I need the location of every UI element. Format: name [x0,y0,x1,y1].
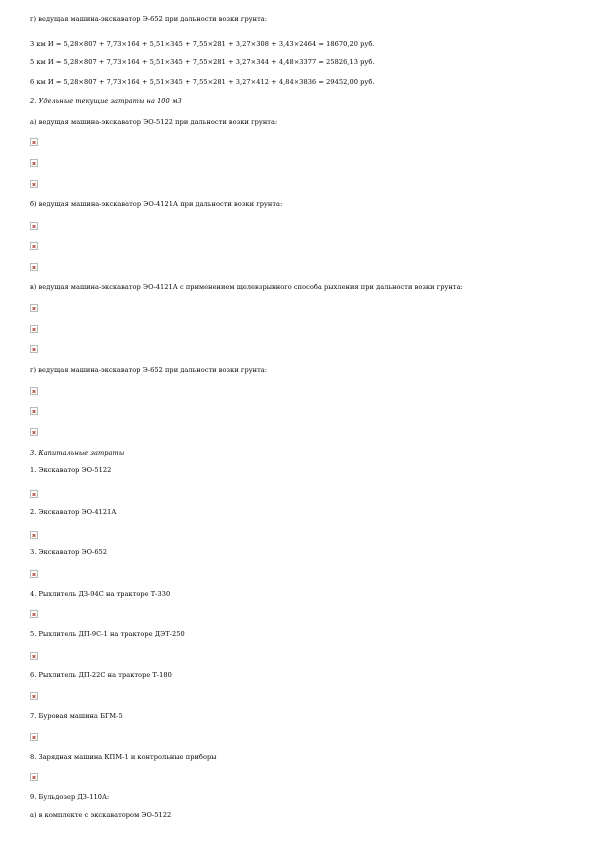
broken-image-icon [30,773,38,781]
broken-image-icon [30,159,38,167]
broken-image-icon [30,242,38,250]
broken-image-icon [30,407,38,415]
broken-image-icon [30,325,38,333]
section-heading: 3. Капитальные затраты [30,449,125,457]
list-item: 2. Экскаватор ЭО-4121А [30,508,117,516]
text-line: г) ведущая машина-экскаватор Э-652 при дальности возки грунта: [30,15,268,23]
text-line: б) ведущая машина-экскаватор ЭО-4121А при дальности возки грунта: [30,200,283,208]
broken-image-icon [30,652,38,660]
broken-image-icon [30,304,38,312]
broken-image-icon [30,387,38,395]
list-item: 6. Рыхлитель ДП-22С на тракторе Т-180 [30,671,172,679]
text-line: а) ведущая машина-экскаватор ЭО-5122 при дальности возки грунта: [30,118,278,126]
broken-image-icon [30,610,38,618]
list-item: 9. Бульдозер ДЗ-110А: [30,793,110,801]
broken-image-icon [30,263,38,271]
broken-image-icon [30,570,38,578]
broken-image-icon [30,138,38,146]
list-item: 1. Экскаватор ЭО-5122 [30,466,112,474]
section-heading: 2. Удельные текущие затраты на 100 м3 [30,97,182,105]
broken-image-icon [30,345,38,353]
list-item: 5. Рыхлитель ДП-9С-1 на тракторе ДЭТ-250 [30,630,185,638]
broken-image-icon [30,531,38,539]
list-item: 4. Рыхлитель ДЗ-94С на тракторе Т-330 [30,590,171,598]
formula-line: 6 км И = 5,28×807 + 7,73×164 + 5,51×345 + 7,55×281 + 3,27×412 + 4,84×3836 = 29452,00 руб. [30,78,375,86]
broken-image-icon [30,733,38,741]
text-line: в) ведущая машина-экскаватор ЭО-4121А с применением щелевзрывного способа рыхления при дальности возки грунта: [30,283,463,291]
broken-image-icon [30,490,38,498]
broken-image-icon [30,428,38,436]
broken-image-icon [30,692,38,700]
formula-line: 5 км И = 5,28×807 + 7,73×164 + 5,51×345 + 7,55×281 + 3,27×344 + 4,48×3377 = 25826,13 руб. [30,58,375,66]
text-line: г) ведущая машина-экскаватор Э-652 при дальности возки грунта: [30,366,268,374]
broken-image-icon [30,180,38,188]
list-item: а) в комплекте с экскаватором ЭО-5122 [30,811,172,819]
list-item: 8. Зарядная машина КПМ-1 и контрольные приборы [30,753,217,761]
list-item: 7. Буровая машина БГМ-5 [30,712,123,720]
formula-line: 3 км И = 5,28×807 + 7,73×164 + 5,51×345 + 7,55×281 + 3,27×308 + 3,43×2464 = 18670,20 руб. [30,40,375,48]
list-item: 3. Экскаватор ЭО-652 [30,548,108,556]
broken-image-icon [30,222,38,230]
